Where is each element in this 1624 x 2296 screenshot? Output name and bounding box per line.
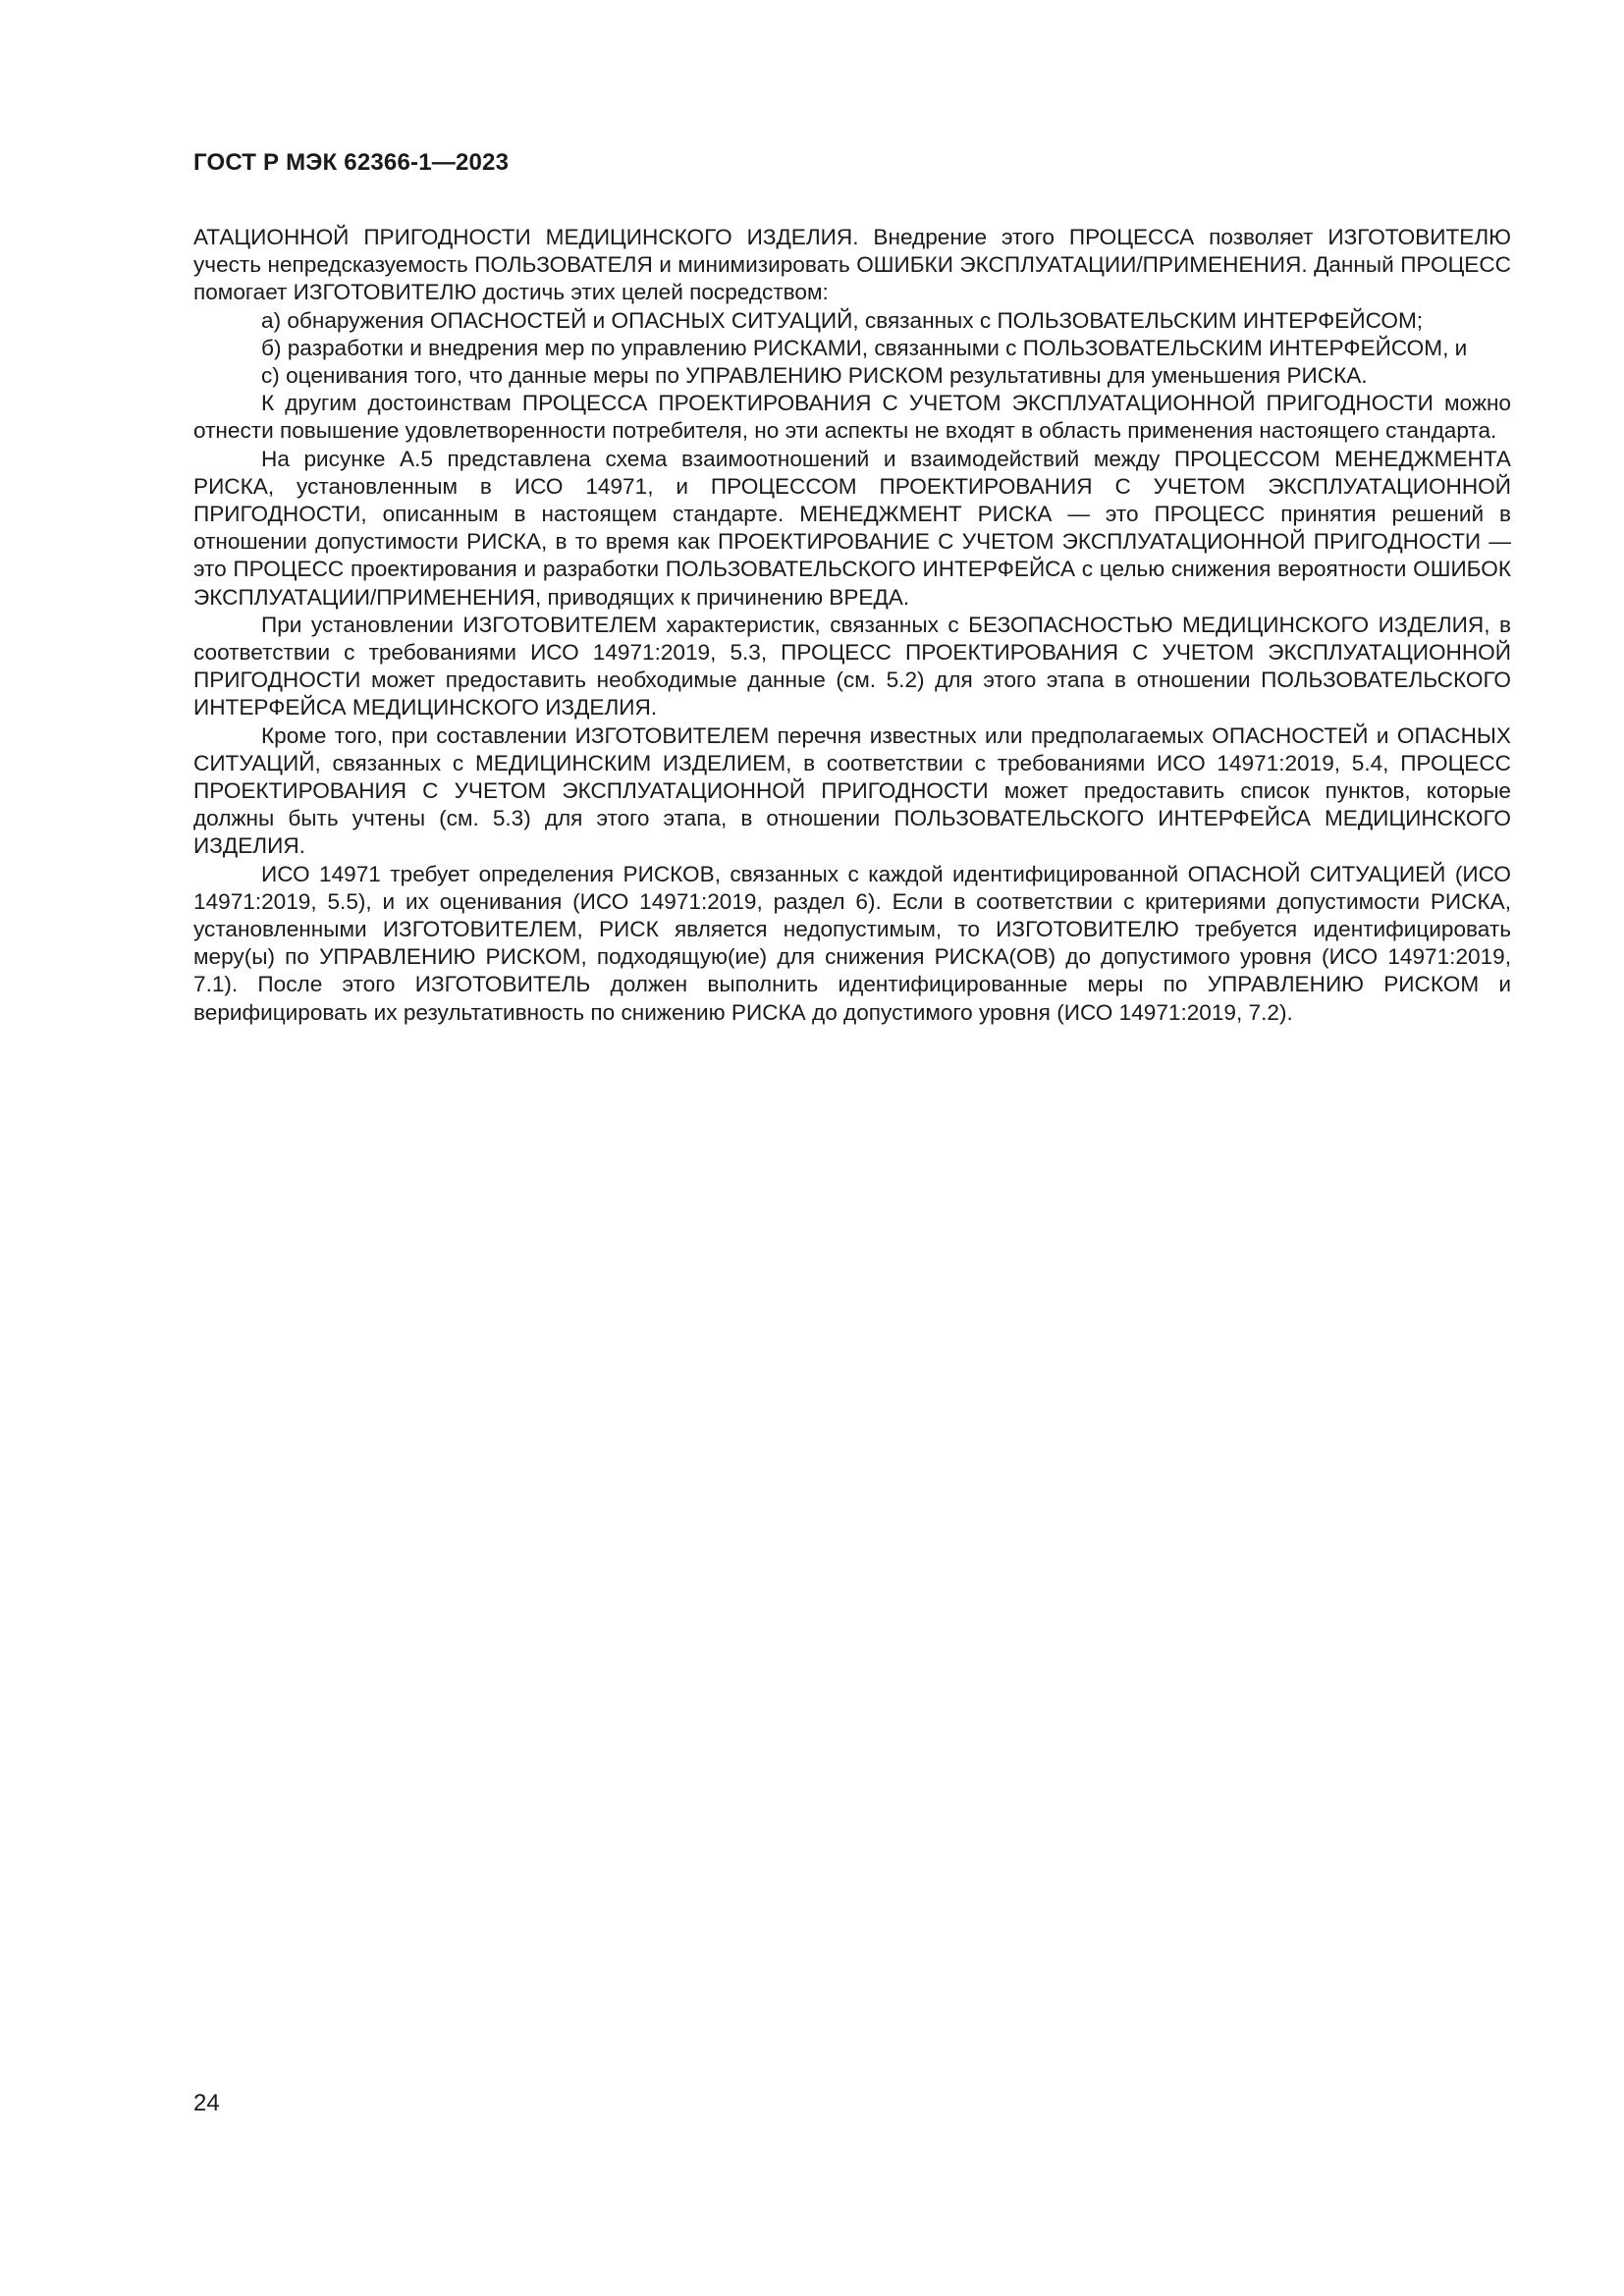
paragraph: ИСО 14971 требует определения РИСКОВ, связанных с каждой идентифицированной ОПАСНОЙ СИТУАЦИЕЙ (ИСО 14971:2019, 5.5), и их оценивания (ИСО 14971:2019, раздел 6). Если в соответствии с критериями допустимости РИСКА, установленными ИЗГОТОВИТЕЛЕМ, РИСК является недопустимым, то ИЗГОТОВИТЕЛЮ требуется идентифицировать меру(ы) по УПРАВЛЕНИЮ РИСКОМ, подходящую(ие) для снижения РИСКА(ОВ) до допустимого уровня (ИСО 14971:2019, 7.1). После этого ИЗГОТОВИТЕЛЬ должен выполнить идентифицированные меры по УПРАВЛЕНИЮ РИСКОМ и верифицировать их результативность по снижению РИСКА до допустимого уровня (ИСО 14971:2019, 7.2). (193, 861, 1511, 1025)
list-item-a: a) обнаружения ОПАСНОСТЕЙ и ОПАСНЫХ СИТУАЦИЙ, связанных с ПОЛЬЗОВАТЕЛЬСКИМ ИНТЕРФЕЙСОМ; (261, 307, 1424, 333)
paragraph: Кроме того, при составлении ИЗГОТОВИТЕЛЕМ перечня известных или предполагаемых ОПАСНОСТЕЙ и ОПАСНЫХ СИТУАЦИЙ, связанных с МЕДИЦИНСКИМ ИЗДЕЛИЕМ, в соответствии с требованиями ИСО 14971:2019, 5.4, ПРОЦЕСС ПРОЕКТИРОВАНИЯ С УЧЕТОМ ЭКСПЛУАТАЦИОННОЙ ПРИГОДНОСТИ может предоставить список пунктов, которые должны быть учтены (см. 5.3) для этого этапа, в отношении ПОЛЬЗОВАТЕЛЬСКОГО ИНТЕРФЕЙСА МЕДИЦИНСКОГО ИЗДЕЛИЯ. (193, 722, 1511, 859)
list-item-c: c) оценивания того, что данные меры по УПРАВЛЕНИЮ РИСКОМ результативны для уменьшения РИСКА. (261, 363, 1368, 389)
paragraph: На рисунке А.5 представлена схема взаимоотношений и взаимодействий между ПРОЦЕССОМ МЕНЕДЖМЕНТА РИСКА, установленным в ИСО 14971, и ПРОЦЕССОМ ПРОЕКТИРОВАНИЯ С УЧЕТОМ ЭКСПЛУАТАЦИОННОЙ ПРИГОДНОСТИ, описанным в настоящем стандарте. МЕНЕДЖМЕНТ РИСКА — это ПРОЦЕСС принятия решений в отношении допустимости РИСКА, в то время как ПРОЕКТИРОВАНИЕ С УЧЕТОМ ЭКСПЛУАТАЦИОННОЙ ПРИГОДНОСТИ — это ПРОЦЕСС проектирования и разработки ПОЛЬЗОВАТЕЛЬСКОГО ИНТЕРФЕЙСА с целью снижения вероятности ОШИБОК ЭКСПЛУАТАЦИИ/ПРИМЕНЕНИЯ, приводящих к причинению ВРЕДА. (193, 446, 1511, 610)
paragraph: При установлении ИЗГОТОВИТЕЛЕМ характеристик, связанных с БЕЗОПАСНОСТЬЮ МЕДИЦИНСКОГО ИЗДЕЛИЯ, в соответствии с требованиями ИСО 14971:2019, 5.3, ПРОЦЕСС ПРОЕКТИРОВАНИЯ С УЧЕТОМ ЭКСПЛУАТАЦИОННОЙ ПРИГОДНОСТИ может предоставить необходимые данные (см. 5.2) для этого этапа в отношении ПОЛЬЗОВАТЕЛЬСКОГО ИНТЕРФЕЙСА МЕДИЦИНСКОГО ИЗДЕЛИЯ. (193, 612, 1511, 721)
paragraph: К другим достоинствам ПРОЦЕССА ПРОЕКТИРОВАНИЯ С УЧЕТОМ ЭКСПЛУАТАЦИОННОЙ ПРИГОДНОСТИ можно отнести повышение удовлетворенности потребителя, но эти аспекты не входят в область применения настоящего стандарта. (193, 391, 1511, 444)
document-body (193, 224, 1511, 1027)
page-number: 24 (193, 2090, 220, 2116)
document-header: ГОСТ Р МЭК 62366-1—2023 (193, 149, 510, 176)
list-item-b: б) разработки и внедрения мер по управлению РИСКАМИ, связанными с ПОЛЬЗОВАТЕЛЬСКИМ ИНТЕРФЕЙСОМ, и (261, 335, 1468, 360)
paragraph-continuation: АТАЦИОННОЙ ПРИГОДНОСТИ МЕДИЦИНСКОГО ИЗДЕЛИЯ. Внедрение этого ПРОЦЕССА позволяет ИЗГОТОВИТЕЛЮ учесть непредсказуемость ПОЛЬЗОВАТЕЛЯ и минимизировать ОШИБКИ ЭКСПЛУАТАЦИИ/ПРИМЕНЕНИЯ. Данный ПРОЦЕСС помогает ИЗГОТОВИТЕЛЮ достичь этих целей посредством: (193, 225, 1511, 305)
